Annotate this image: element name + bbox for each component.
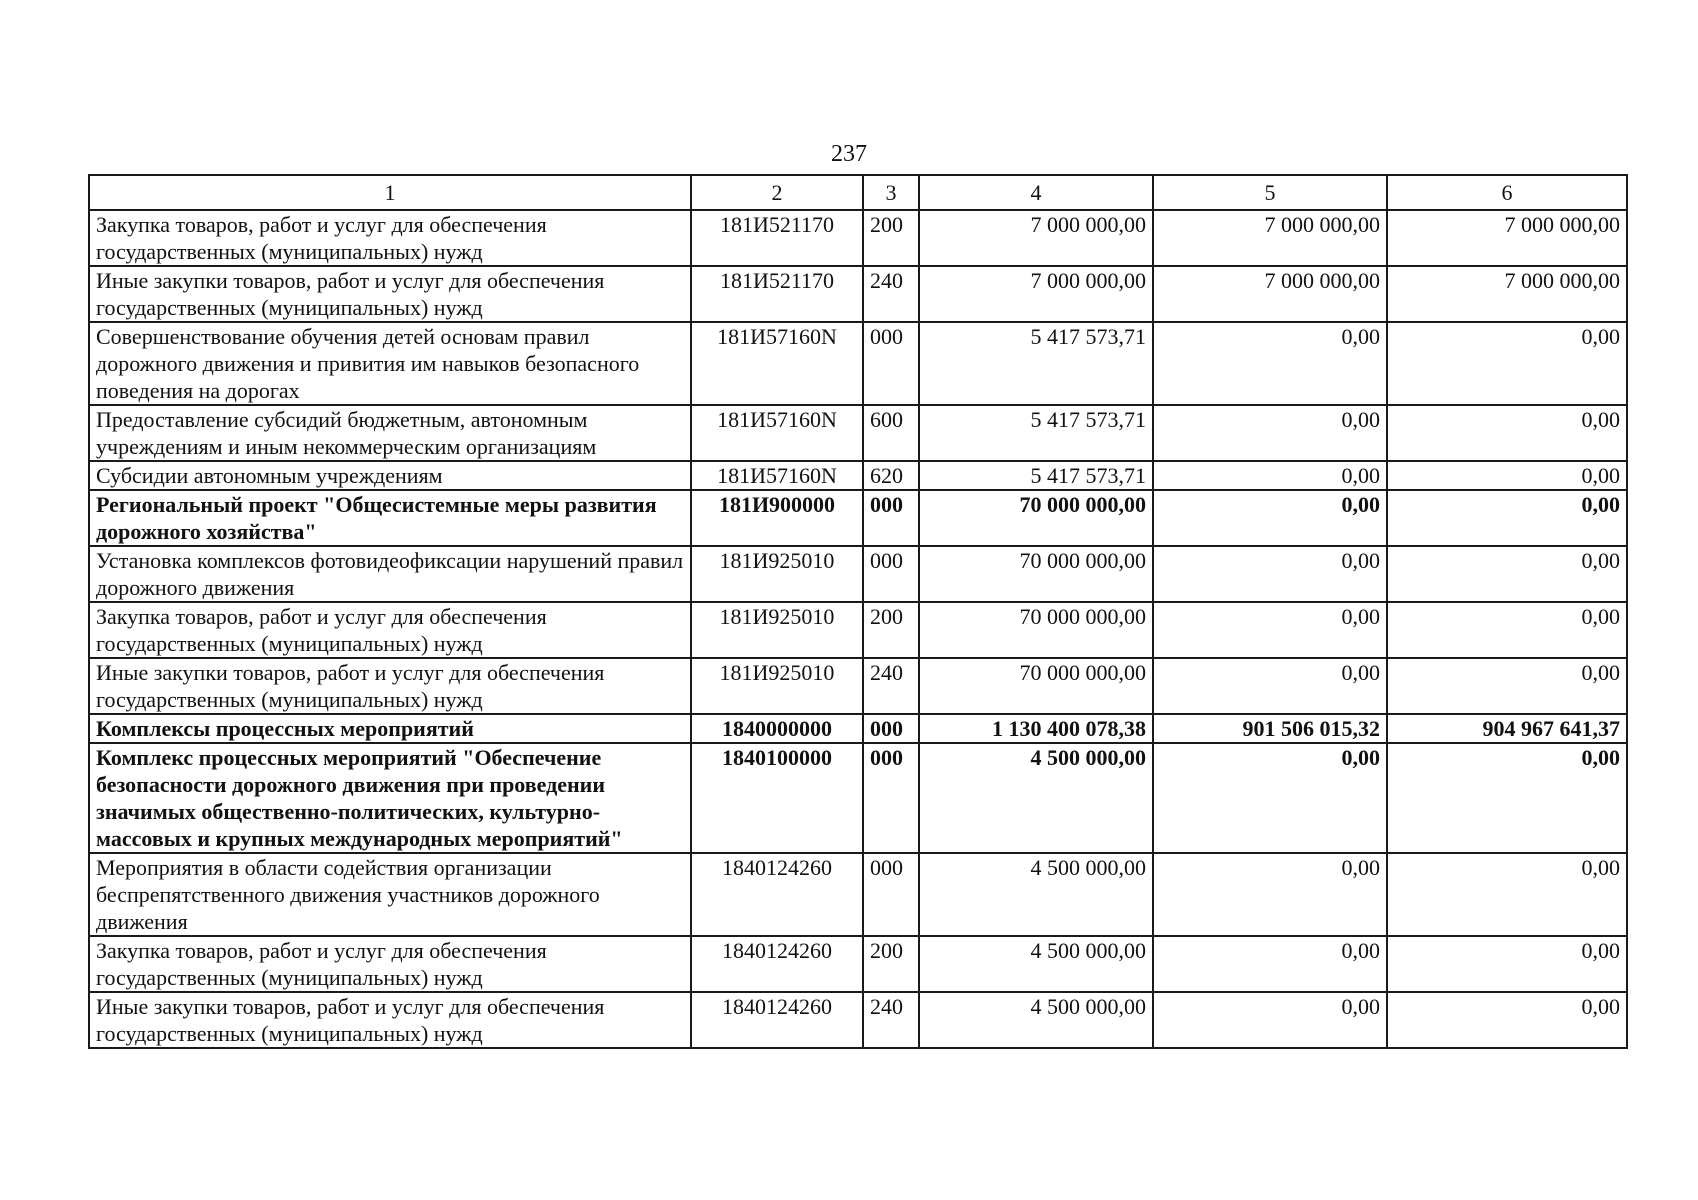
expense-type-cell: 200 bbox=[863, 936, 919, 992]
table-row bbox=[89, 743, 1627, 853]
amount-col5-cell: 0,00 bbox=[1153, 658, 1387, 714]
table-row bbox=[89, 322, 1627, 405]
target-code-cell: 1840124260 bbox=[691, 936, 863, 992]
column-header: 5 bbox=[1153, 175, 1387, 210]
table-row bbox=[89, 714, 1627, 743]
table-row bbox=[89, 546, 1627, 602]
amount-col5-cell: 0,00 bbox=[1153, 322, 1387, 405]
item-name-cell: Комплекс процессных мероприятий "Обеспечение безопасности дорожного движения при проведении значимых общественно-политических, культурно-массовых и крупных международных мероприятий" bbox=[89, 743, 691, 853]
amount-col6-cell: 0,00 bbox=[1387, 936, 1627, 992]
table-row bbox=[89, 853, 1627, 936]
expense-type-cell: 240 bbox=[863, 266, 919, 322]
item-name-cell: Совершенствование обучения детей основам правил дорожного движения и привития им навыков безопасного поведения на дорогах bbox=[89, 322, 691, 405]
expense-type-cell: 620 bbox=[863, 461, 919, 490]
amount-col6-cell: 0,00 bbox=[1387, 853, 1627, 936]
expense-type-cell: 200 bbox=[863, 210, 919, 266]
amount-col5-cell: 0,00 bbox=[1153, 490, 1387, 546]
amount-col4-cell: 4 500 000,00 bbox=[919, 992, 1153, 1048]
item-name-cell: Мероприятия в области содействия организации беспрепятственного движения участников дорожного движения bbox=[89, 853, 691, 936]
expense-type-cell: 000 bbox=[863, 853, 919, 936]
amount-col6-cell: 0,00 bbox=[1387, 743, 1627, 853]
item-name-cell: Региональный проект "Общесистемные меры развития дорожного хозяйства" bbox=[89, 490, 691, 546]
table-body bbox=[89, 210, 1627, 1048]
amount-col6-cell: 0,00 bbox=[1387, 658, 1627, 714]
amount-col6-cell: 0,00 bbox=[1387, 546, 1627, 602]
target-code-cell: 181И57160N bbox=[691, 461, 863, 490]
amount-col5-cell: 7 000 000,00 bbox=[1153, 210, 1387, 266]
amount-col6-cell: 0,00 bbox=[1387, 405, 1627, 461]
item-name-cell: Закупка товаров, работ и услуг для обеспечения государственных (муниципальных) нужд bbox=[89, 210, 691, 266]
target-code-cell: 1840100000 bbox=[691, 743, 863, 853]
target-code-cell: 181И57160N bbox=[691, 405, 863, 461]
table-row bbox=[89, 461, 1627, 490]
target-code-cell: 181И925010 bbox=[691, 602, 863, 658]
amount-col6-cell: 0,00 bbox=[1387, 461, 1627, 490]
table-row bbox=[89, 658, 1627, 714]
target-code-cell: 1840000000 bbox=[691, 714, 863, 743]
item-name-cell: Закупка товаров, работ и услуг для обеспечения государственных (муниципальных) нужд bbox=[89, 936, 691, 992]
column-header: 1 bbox=[89, 175, 691, 210]
table-row bbox=[89, 266, 1627, 322]
expense-type-cell: 000 bbox=[863, 714, 919, 743]
amount-col5-cell: 0,00 bbox=[1153, 461, 1387, 490]
amount-col4-cell: 7 000 000,00 bbox=[919, 266, 1153, 322]
page-number: 237 bbox=[831, 141, 867, 167]
amount-col6-cell: 7 000 000,00 bbox=[1387, 266, 1627, 322]
target-code-cell: 181И925010 bbox=[691, 658, 863, 714]
item-name-cell: Комплексы процессных мероприятий bbox=[89, 714, 691, 743]
table-row bbox=[89, 936, 1627, 992]
target-code-cell: 181И57160N bbox=[691, 322, 863, 405]
amount-col5-cell: 901 506 015,32 bbox=[1153, 714, 1387, 743]
amount-col4-cell: 70 000 000,00 bbox=[919, 546, 1153, 602]
amount-col6-cell: 0,00 bbox=[1387, 602, 1627, 658]
target-code-cell: 1840124260 bbox=[691, 992, 863, 1048]
item-name-cell: Иные закупки товаров, работ и услуг для обеспечения государственных (муниципальных) нужд bbox=[89, 992, 691, 1048]
amount-col4-cell: 5 417 573,71 bbox=[919, 322, 1153, 405]
amount-col5-cell: 0,00 bbox=[1153, 602, 1387, 658]
amount-col4-cell: 1 130 400 078,38 bbox=[919, 714, 1153, 743]
amount-col6-cell: 0,00 bbox=[1387, 322, 1627, 405]
amount-col5-cell: 7 000 000,00 bbox=[1153, 266, 1387, 322]
item-name-cell: Закупка товаров, работ и услуг для обеспечения государственных (муниципальных) нужд bbox=[89, 602, 691, 658]
amount-col4-cell: 4 500 000,00 bbox=[919, 853, 1153, 936]
table-row bbox=[89, 210, 1627, 266]
column-header: 4 bbox=[919, 175, 1153, 210]
table-row bbox=[89, 992, 1627, 1048]
column-header: 6 bbox=[1387, 175, 1627, 210]
item-name-cell: Установка комплексов фотовидеофиксации нарушений правил дорожного движения bbox=[89, 546, 691, 602]
amount-col6-cell: 904 967 641,37 bbox=[1387, 714, 1627, 743]
expense-type-cell: 240 bbox=[863, 658, 919, 714]
target-code-cell: 181И521170 bbox=[691, 210, 863, 266]
target-code-cell: 181И925010 bbox=[691, 546, 863, 602]
amount-col4-cell: 7 000 000,00 bbox=[919, 210, 1153, 266]
amount-col5-cell: 0,00 bbox=[1153, 405, 1387, 461]
table-row bbox=[89, 490, 1627, 546]
table-row bbox=[89, 405, 1627, 461]
item-name-cell: Субсидии автономным учреждениям bbox=[89, 461, 691, 490]
item-name-cell: Иные закупки товаров, работ и услуг для обеспечения государственных (муниципальных) нужд bbox=[89, 658, 691, 714]
amount-col4-cell: 70 000 000,00 bbox=[919, 658, 1153, 714]
amount-col6-cell: 0,00 bbox=[1387, 992, 1627, 1048]
expense-type-cell: 000 bbox=[863, 490, 919, 546]
amount-col5-cell: 0,00 bbox=[1153, 546, 1387, 602]
amount-col5-cell: 0,00 bbox=[1153, 853, 1387, 936]
amount-col4-cell: 4 500 000,00 bbox=[919, 743, 1153, 853]
target-code-cell: 181И521170 bbox=[691, 266, 863, 322]
expense-type-cell: 200 bbox=[863, 602, 919, 658]
item-name-cell: Предоставление субсидий бюджетным, автономным учреждениям и иным некоммерческим организациям bbox=[89, 405, 691, 461]
item-name-cell: Иные закупки товаров, работ и услуг для обеспечения государственных (муниципальных) нужд bbox=[89, 266, 691, 322]
header-row bbox=[89, 175, 1627, 210]
amount-col4-cell: 70 000 000,00 bbox=[919, 490, 1153, 546]
expense-type-cell: 000 bbox=[863, 743, 919, 853]
expense-type-cell: 240 bbox=[863, 992, 919, 1048]
table-row bbox=[89, 602, 1627, 658]
amount-col4-cell: 5 417 573,71 bbox=[919, 405, 1153, 461]
expense-type-cell: 000 bbox=[863, 322, 919, 405]
column-header: 3 bbox=[863, 175, 919, 210]
amount-col4-cell: 70 000 000,00 bbox=[919, 602, 1153, 658]
budget-table bbox=[88, 174, 1628, 1049]
amount-col5-cell: 0,00 bbox=[1153, 936, 1387, 992]
target-code-cell: 1840124260 bbox=[691, 853, 863, 936]
amount-col5-cell: 0,00 bbox=[1153, 992, 1387, 1048]
amount-col4-cell: 4 500 000,00 bbox=[919, 936, 1153, 992]
target-code-cell: 181И900000 bbox=[691, 490, 863, 546]
expense-type-cell: 600 bbox=[863, 405, 919, 461]
amount-col5-cell: 0,00 bbox=[1153, 743, 1387, 853]
column-header: 2 bbox=[691, 175, 863, 210]
amount-col6-cell: 7 000 000,00 bbox=[1387, 210, 1627, 266]
amount-col6-cell: 0,00 bbox=[1387, 490, 1627, 546]
expense-type-cell: 000 bbox=[863, 546, 919, 602]
amount-col4-cell: 5 417 573,71 bbox=[919, 461, 1153, 490]
